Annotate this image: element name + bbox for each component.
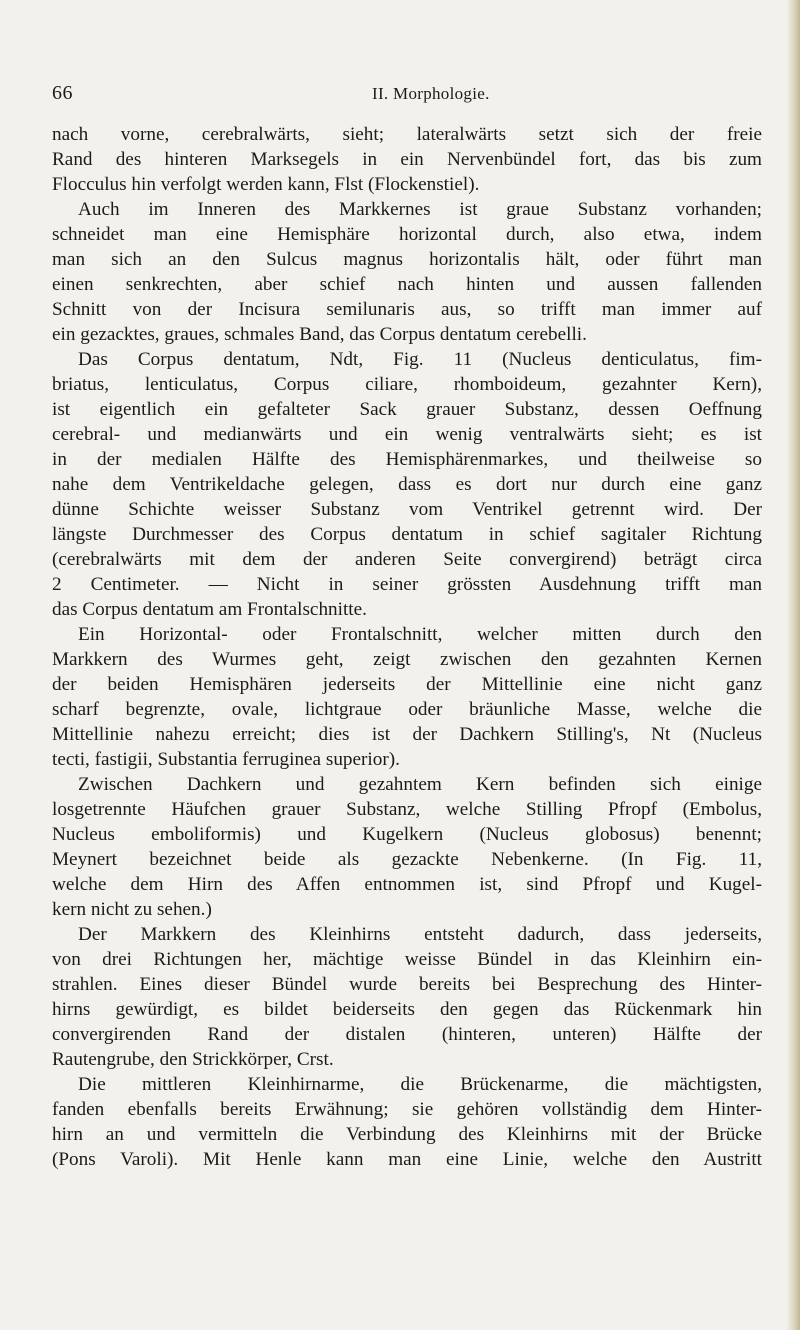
text-line: Die mittleren Kleinhirnarme, die Brückenarme, die mächtigsten, [78, 1074, 762, 1095]
text-line: Markkern des Wurmes geht, zeigt zwischen den gezahnten Kernen [52, 649, 762, 670]
text-line: man sich an den Sulcus magnus horizontalis hält, oder führt man [52, 249, 762, 270]
text-line: dünne Schichte weisser Substanz vom Ventrikel getrennt wird. Der [52, 499, 762, 520]
text-line: nahe dem Ventrikeldache gelegen, dass es dort nur durch eine ganz [52, 474, 762, 495]
text-line: Rand des hinteren Marksegels in ein Nervenbündel fort, das bis zum [52, 149, 762, 170]
text-line: längste Durchmesser des Corpus dentatum in schief sagitaler Richtung [52, 524, 762, 545]
text-line: schneidet man eine Hemisphäre horizontal durch, also etwa, indem [52, 224, 762, 245]
text-line: Nucleus emboliformis) und Kugelkern (Nucleus globosus) benennt; [52, 824, 762, 845]
text-line: Der Markkern des Kleinhirns entsteht dadurch, dass jederseits, [78, 924, 762, 945]
text-line: Meynert bezeichnet beide als gezackte Nebenkerne. (In Fig. 11, [52, 849, 762, 870]
text-line: der beiden Hemisphären jederseits der Mittellinie eine nicht ganz [52, 674, 762, 695]
text-line: das Corpus dentatum am Frontalschnitte. [52, 599, 367, 620]
text-line: von drei Richtungen her, mächtige weisse Bündel in das Kleinhirn ein- [52, 949, 762, 970]
text-line: 2 Centimeter. — Nicht in seiner grössten Ausdehnung trifft man [52, 574, 762, 595]
text-line: (Pons Varoli). Mit Henle kann man eine Linie, welche den Austritt [52, 1149, 762, 1170]
text-line: Schnitt von der Incisura semilunaris aus, so trifft man immer auf [52, 299, 762, 320]
text-line: cerebral- und medianwärts und ein wenig ventralwärts sieht; es ist [52, 424, 762, 445]
text-line: convergirenden Rand der distalen (hinteren, unteren) Hälfte der [52, 1024, 762, 1045]
text-line: Flocculus hin verfolgt werden kann, Flst (Flockenstiel). [52, 174, 480, 195]
running-head: II. Morphologie. [372, 84, 490, 103]
text-line: hirns gewürdigt, es bildet beiderseits den gegen das Rückenmark hin [52, 999, 762, 1020]
text-line: nach vorne, cerebralwärts, sieht; lateralwärts setzt sich der freie [52, 124, 762, 145]
body-text [52, 122, 762, 1172]
text-line: in der medialen Hälfte des Hemisphärenmarkes, und theilweise so [52, 449, 762, 470]
text-line: Mittellinie nahezu erreicht; dies ist der Dachkern Stilling's, Nt (Nucleus [52, 724, 762, 745]
text-line: kern nicht zu sehen.) [52, 899, 212, 920]
text-line: welche dem Hirn des Affen entnommen ist, sind Pfropf und Kugel- [52, 874, 762, 895]
text-line: einen senkrechten, aber schief nach hinten und aussen fallenden [52, 274, 762, 295]
text-line: Zwischen Dachkern und gezahntem Kern befinden sich einige [78, 774, 762, 795]
page-header [52, 82, 762, 110]
text-line: Das Corpus dentatum, Ndt, Fig. 11 (Nucleus denticulatus, fim- [78, 349, 762, 370]
text-line: tecti, fastigii, Substantia ferruginea superior). [52, 749, 400, 770]
text-line: (cerebralwärts mit dem der anderen Seite convergirend) beträgt circa [52, 549, 762, 570]
text-line: strahlen. Eines dieser Bündel wurde bereits bei Besprechung des Hinter- [52, 974, 762, 995]
text-line: ist eigentlich ein gefalteter Sack grauer Substanz, dessen Oeffnung [52, 399, 762, 420]
text-line: losgetrennte Häufchen grauer Substanz, welche Stilling Pfropf (Embolus, [52, 799, 762, 820]
page-number: 66 [52, 82, 73, 104]
text-line: hirn an und vermitteln die Verbindung des Kleinhirns mit der Brücke [52, 1124, 762, 1145]
text-line: fanden ebenfalls bereits Erwähnung; sie gehören vollständig dem Hinter- [52, 1099, 762, 1120]
text-line: Rautengrube, den Strickkörper, Crst. [52, 1049, 334, 1070]
text-line: ein gezacktes, graues, schmales Band, das Corpus dentatum cerebelli. [52, 324, 587, 345]
text-line: Ein Horizontal- oder Frontalschnitt, welcher mitten durch den [78, 624, 762, 645]
page-edge-shadow [786, 0, 800, 1330]
text-line: scharf begrenzte, ovale, lichtgraue oder bräunliche Masse, welche die [52, 699, 762, 720]
text-line: Auch im Inneren des Markkernes ist graue Substanz vorhanden; [78, 199, 762, 220]
text-line: briatus, lenticulatus, Corpus ciliare, rhomboideum, gezahnter Kern), [52, 374, 762, 395]
